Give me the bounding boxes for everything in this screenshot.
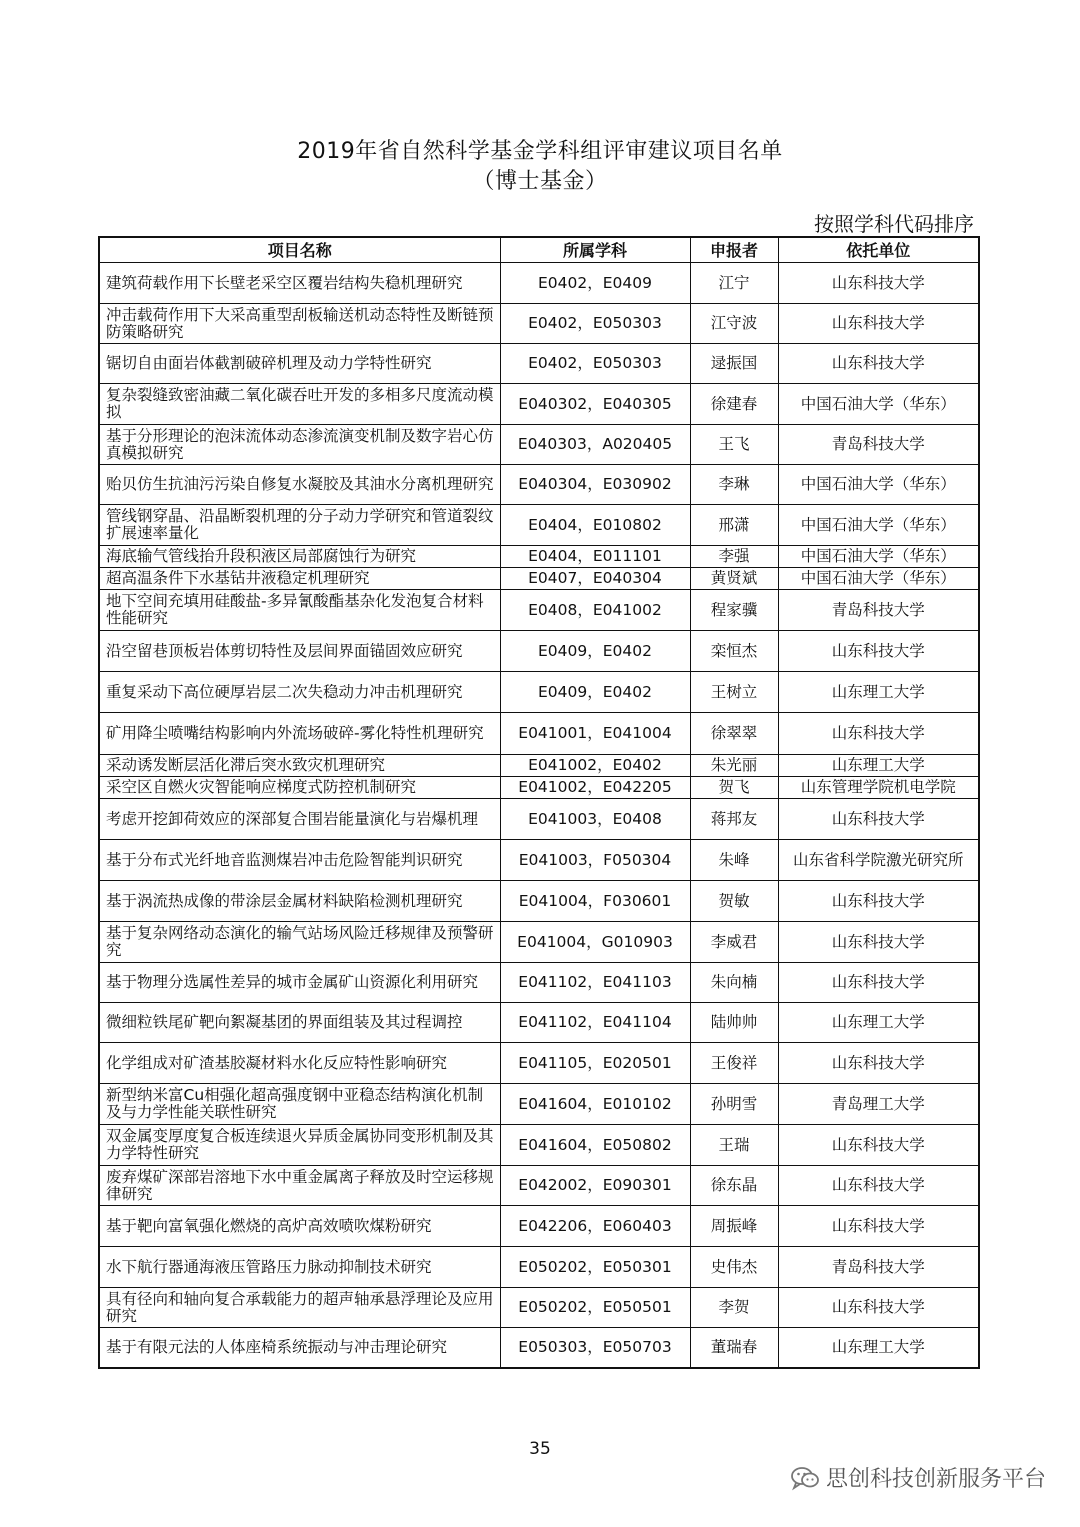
document-title: 2019年省自然科学基金学科组评审建议项目名单 — [297, 139, 783, 164]
project-name-cell: 废弃煤矿深部岩溶地下水中重金属离子释放及时空运移规律研究 — [99, 1166, 500, 1206]
discipline-code-cell: E050202，E050501 — [500, 1288, 690, 1328]
project-name-cell: 基于分布式光纤地音监测煤岩冲击危险智能判识研究 — [99, 840, 500, 881]
applicant-cell: 徐东晶 — [690, 1166, 778, 1206]
project-name-cell: 基于靶向富氧强化燃烧的高炉高效喷吹煤粉研究 — [99, 1206, 500, 1247]
discipline-code-cell: E0409，E0402 — [500, 672, 690, 713]
applicant-cell: 李贺 — [690, 1288, 778, 1328]
discipline-code-cell: E041004，G010903 — [500, 922, 690, 963]
table-row — [99, 777, 979, 799]
project-name-cell: 考虑开挖卸荷效应的深部复合围岩能量演化与岩爆机理 — [99, 799, 500, 840]
institution-cell: 山东科技大学 — [778, 304, 979, 344]
discipline-code-cell: E041002，E042205 — [500, 777, 690, 799]
applicant-cell: 江守波 — [690, 304, 778, 344]
table-row — [99, 755, 979, 777]
institution-cell: 山东科技大学 — [778, 922, 979, 963]
project-name-cell: 采动诱发断层活化滞后突水致灾机理研究 — [99, 755, 500, 777]
applicant-cell: 朱峰 — [690, 840, 778, 881]
table-row — [99, 1247, 979, 1288]
discipline-code-cell: E041604，E010102 — [500, 1084, 690, 1125]
project-name-cell: 基于涡流热成像的带涂层金属材料缺陷检测机理研究 — [99, 881, 500, 922]
project-name-cell: 超高温条件下水基钻井液稳定机理研究 — [99, 568, 500, 590]
table-row — [99, 1043, 979, 1084]
institution-cell: 山东理工大学 — [778, 755, 979, 777]
table-row — [99, 840, 979, 881]
project-name-cell: 基于复杂网络动态演化的输气站场风险迁移规律及预警研究 — [99, 922, 500, 963]
table-row — [99, 344, 979, 384]
institution-cell: 山东科技大学 — [778, 713, 979, 755]
project-name-cell: 新型纳米富Cu相强化超高强度钢中亚稳态结构演化机制及与力学性能关联性研究 — [99, 1084, 500, 1125]
project-table — [98, 236, 980, 1369]
discipline-code-cell: E0407，E040304 — [500, 568, 690, 590]
project-name-cell: 基于物理分选属性差异的城市金属矿山资源化利用研究 — [99, 963, 500, 1003]
institution-cell: 山东科技大学 — [778, 963, 979, 1003]
discipline-code-cell: E040303，A020405 — [500, 425, 690, 465]
discipline-code-cell: E041001，E041004 — [500, 713, 690, 755]
table-row — [99, 546, 979, 568]
discipline-code-cell: E041105，E020501 — [500, 1043, 690, 1084]
institution-cell: 山东理工大学 — [778, 1328, 979, 1368]
institution-cell: 山东科技大学 — [778, 1043, 979, 1084]
project-name-cell: 贻贝仿生抗油污污染自修复水凝胶及其油水分离机理研究 — [99, 465, 500, 505]
project-name-cell: 锯切自由面岩体截割破碎机理及动力学特性研究 — [99, 344, 500, 384]
discipline-code-cell: E0409，E0402 — [500, 631, 690, 672]
discipline-code-cell: E041102，E041104 — [500, 1003, 690, 1043]
discipline-code-cell: E041002，E0402 — [500, 755, 690, 777]
header-discipline: 所属学科 — [500, 237, 690, 263]
institution-cell: 中国石油大学（华东） — [778, 384, 979, 425]
header-applicant: 申报者 — [690, 237, 778, 263]
project-name-cell: 基于有限元法的人体座椅系统振动与冲击理论研究 — [99, 1328, 500, 1368]
header-institution: 依托单位 — [778, 237, 979, 263]
project-name-cell: 沿空留巷顶板岩体剪切特性及层间界面锚固效应研究 — [99, 631, 500, 672]
institution-cell: 青岛理工大学 — [778, 1084, 979, 1125]
applicant-cell: 史伟杰 — [690, 1247, 778, 1288]
discipline-code-cell: E050202，E050301 — [500, 1247, 690, 1288]
applicant-cell: 董瑞春 — [690, 1328, 778, 1368]
applicant-cell: 程家骥 — [690, 590, 778, 631]
discipline-code-cell: E0402，E050303 — [500, 344, 690, 384]
project-name-cell: 具有径向和轴向复合承载能力的超声轴承悬浮理论及应用研究 — [99, 1288, 500, 1328]
project-name-cell: 冲击载荷作用下大采高重型刮板输送机动态特性及断链预防策略研究 — [99, 304, 500, 344]
institution-cell: 中国石油大学（华东） — [778, 465, 979, 505]
applicant-cell: 蒋邦友 — [690, 799, 778, 840]
discipline-code-cell: E0402，E0409 — [500, 263, 690, 304]
table-row — [99, 1003, 979, 1043]
applicant-cell: 朱光丽 — [690, 755, 778, 777]
applicant-cell: 朱向楠 — [690, 963, 778, 1003]
project-name-cell: 采空区自燃火灾智能响应梯度式防控机制研究 — [99, 777, 500, 799]
table-row — [99, 1206, 979, 1247]
table-row — [99, 465, 979, 505]
table-row — [99, 425, 979, 465]
table-row — [99, 1288, 979, 1328]
applicant-cell: 贺敏 — [690, 881, 778, 922]
table-row — [99, 1328, 979, 1368]
discipline-code-cell: E041004，F030601 — [500, 881, 690, 922]
table-row — [99, 963, 979, 1003]
institution-cell: 中国石油大学（华东） — [778, 568, 979, 590]
header-project-name: 项目名称 — [99, 237, 500, 263]
project-name-cell: 建筑荷载作用下长壁老采空区覆岩结构失稳机理研究 — [99, 263, 500, 304]
applicant-cell: 逯振国 — [690, 344, 778, 384]
institution-cell: 山东理工大学 — [778, 1003, 979, 1043]
applicant-cell: 黄贤斌 — [690, 568, 778, 590]
institution-cell: 山东科技大学 — [778, 1166, 979, 1206]
project-name-cell: 微细粒铁尾矿靶向絮凝基团的界面组装及其过程调控 — [99, 1003, 500, 1043]
table-row — [99, 713, 979, 755]
discipline-code-cell: E0404，E011101 — [500, 546, 690, 568]
applicant-cell: 陆帅帅 — [690, 1003, 778, 1043]
institution-cell: 山东科技大学 — [778, 1206, 979, 1247]
project-name-cell: 管线钢穿晶、沿晶断裂机理的分子动力学研究和管道裂纹扩展速率量化 — [99, 505, 500, 546]
institution-cell: 山东科技大学 — [778, 881, 979, 922]
applicant-cell: 徐建春 — [690, 384, 778, 425]
table-header-row — [99, 237, 979, 263]
institution-cell: 青岛科技大学 — [778, 1247, 979, 1288]
watermark-text: 思创科技创新服务平台 — [825, 1467, 1046, 1492]
applicant-cell: 徐翠翠 — [690, 713, 778, 755]
applicant-cell: 王俊祥 — [690, 1043, 778, 1084]
institution-cell: 青岛科技大学 — [778, 425, 979, 465]
institution-cell: 山东科技大学 — [778, 799, 979, 840]
institution-cell: 青岛科技大学 — [778, 590, 979, 631]
discipline-code-cell: E050303，E050703 — [500, 1328, 690, 1368]
discipline-code-cell: E041003，F050304 — [500, 840, 690, 881]
project-name-cell: 基于分形理论的泡沫流体动态渗流演变机制及数字岩心仿真模拟研究 — [99, 425, 500, 465]
applicant-cell: 李琳 — [690, 465, 778, 505]
applicant-cell: 江宁 — [690, 263, 778, 304]
project-name-cell: 重复采动下高位硬厚岩层二次失稳动力冲击机理研究 — [99, 672, 500, 713]
table-row — [99, 1166, 979, 1206]
discipline-code-cell: E040304，E030902 — [500, 465, 690, 505]
table-row — [99, 881, 979, 922]
table-row — [99, 568, 979, 590]
discipline-code-cell: E042002，E090301 — [500, 1166, 690, 1206]
institution-cell: 山东科技大学 — [778, 631, 979, 672]
project-name-cell: 地下空间充填用硅酸盐-多异氰酸酯基杂化发泡复合材料性能研究 — [99, 590, 500, 631]
table-row — [99, 304, 979, 344]
discipline-code-cell: E0408，E041002 — [500, 590, 690, 631]
institution-cell: 中国石油大学（华东） — [778, 505, 979, 546]
institution-cell: 中国石油大学（华东） — [778, 546, 979, 568]
applicant-cell: 王瑞 — [690, 1125, 778, 1166]
applicant-cell: 邢潇 — [690, 505, 778, 546]
project-name-cell: 海底输气管线抬升段积液区局部腐蚀行为研究 — [99, 546, 500, 568]
project-name-cell: 双金属变厚度复合板连续退火异质金属协同变形机制及其力学特性研究 — [99, 1125, 500, 1166]
table-row — [99, 384, 979, 425]
discipline-code-cell: E040302，E040305 — [500, 384, 690, 425]
page-number: 35 — [529, 1439, 551, 1459]
applicant-cell: 周振峰 — [690, 1206, 778, 1247]
institution-cell: 山东科技大学 — [778, 344, 979, 384]
table-row — [99, 590, 979, 631]
institution-cell: 山东科技大学 — [778, 1288, 979, 1328]
discipline-code-cell: E041003，E0408 — [500, 799, 690, 840]
project-name-cell: 复杂裂缝致密油藏二氧化碳吞吐开发的多相多尺度流动模拟 — [99, 384, 500, 425]
table-row — [99, 672, 979, 713]
table-row — [99, 263, 979, 304]
applicant-cell: 栾恒杰 — [690, 631, 778, 672]
table-body — [99, 263, 979, 1368]
watermark — [790, 1462, 1046, 1493]
table-row — [99, 1125, 979, 1166]
project-name-cell: 矿用降尘喷嘴结构影响内外流场破碎-雾化特性机理研究 — [99, 713, 500, 755]
table-row — [99, 922, 979, 963]
discipline-code-cell: E042206，E060403 — [500, 1206, 690, 1247]
institution-cell: 山东科技大学 — [778, 1125, 979, 1166]
table-row — [99, 799, 979, 840]
institution-cell: 山东省科学院激光研究所 — [778, 840, 979, 881]
project-name-cell: 水下航行器通海液压管路压力脉动抑制技术研究 — [99, 1247, 500, 1288]
institution-cell: 山东管理学院机电学院 — [778, 777, 979, 799]
applicant-cell: 贺飞 — [690, 777, 778, 799]
wechat-icon — [790, 1465, 820, 1491]
table-row — [99, 505, 979, 546]
discipline-code-cell: E041604，E050802 — [500, 1125, 690, 1166]
discipline-code-cell: E041102，E041103 — [500, 963, 690, 1003]
applicant-cell: 孙明雪 — [690, 1084, 778, 1125]
table-row — [99, 631, 979, 672]
table-row — [99, 1084, 979, 1125]
applicant-cell: 李强 — [690, 546, 778, 568]
applicant-cell: 王树立 — [690, 672, 778, 713]
institution-cell: 山东科技大学 — [778, 263, 979, 304]
discipline-code-cell: E0402，E050303 — [500, 304, 690, 344]
discipline-code-cell: E0404，E010802 — [500, 505, 690, 546]
institution-cell: 山东理工大学 — [778, 672, 979, 713]
document-subtitle: （博士基金） — [472, 169, 608, 194]
project-name-cell: 化学组成对矿渣基胶凝材料水化反应特性影响研究 — [99, 1043, 500, 1084]
applicant-cell: 王飞 — [690, 425, 778, 465]
applicant-cell: 李威君 — [690, 922, 778, 963]
sort-note: 按照学科代码排序 — [814, 212, 974, 236]
